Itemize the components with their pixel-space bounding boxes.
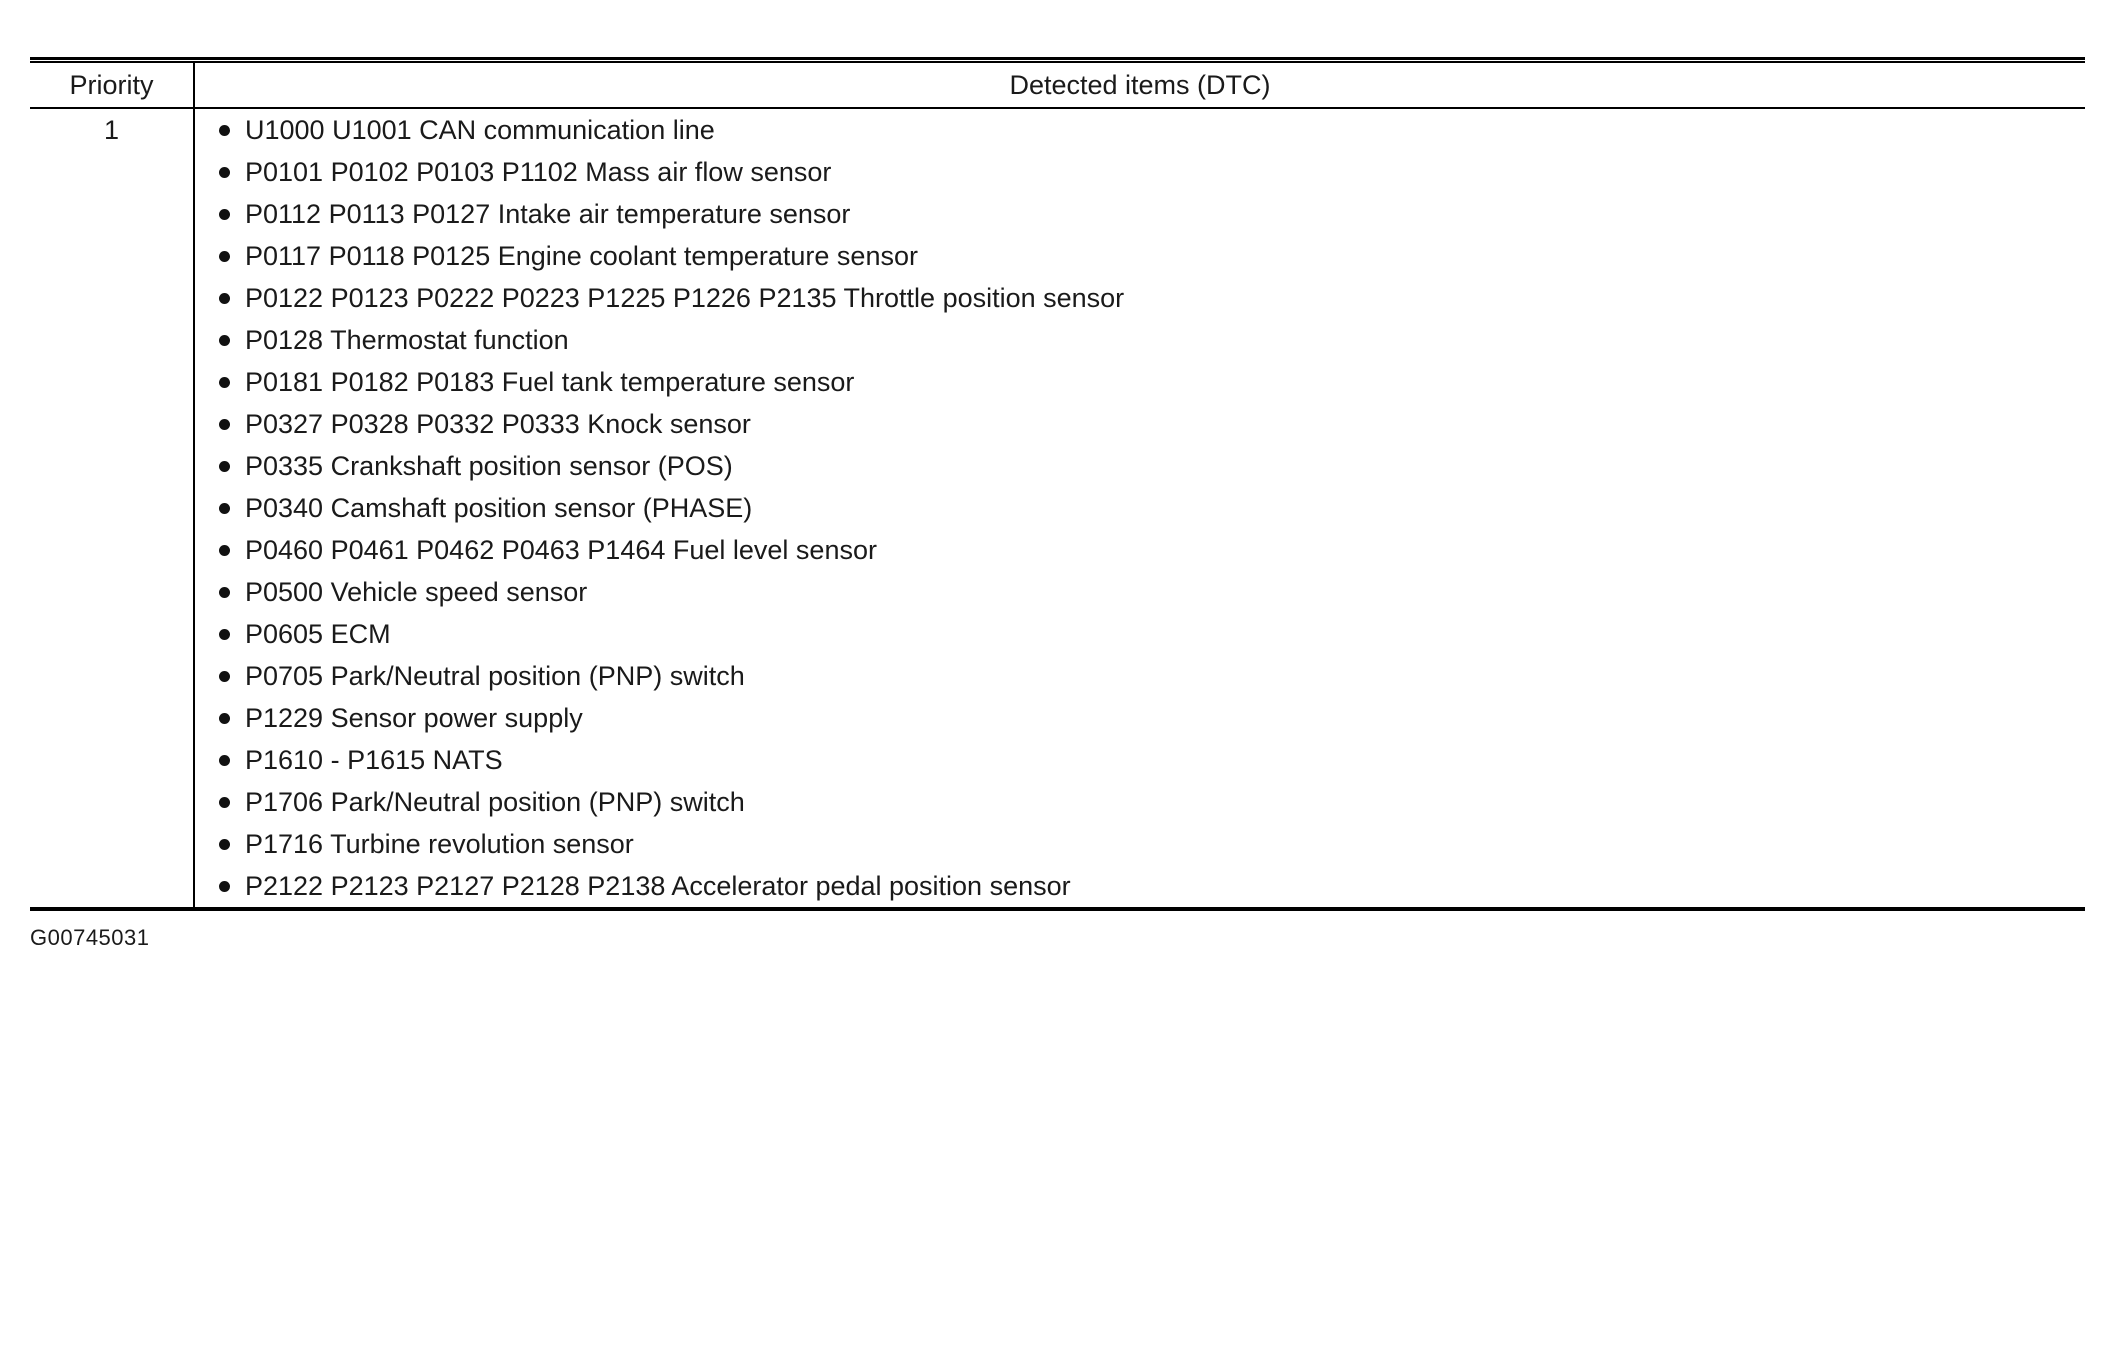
dtc-item-text: U1000 U1001 CAN communication line (245, 114, 715, 145)
dtc-item-text: P0101 P0102 P0103 P1102 Mass air flow sensor (245, 156, 832, 187)
bullet-icon (219, 671, 230, 682)
dtc-list-item (219, 487, 2085, 529)
bullet-icon (219, 713, 230, 724)
dtc-item-text: P0705 Park/Neutral position (PNP) switch (245, 660, 745, 691)
dtc-list-item (219, 655, 2085, 697)
header-detected-items: Detected items (DTC) (1009, 69, 1271, 100)
dtc-item-text: P0128 Thermostat function (245, 324, 569, 355)
dtc-list-item (219, 529, 2085, 571)
dtc-list-item (219, 571, 2085, 613)
dtc-list-item (219, 361, 2085, 403)
bullet-icon (219, 839, 230, 850)
dtc-item-text: P0112 P0113 P0127 Intake air temperature sensor (245, 198, 851, 229)
dtc-list-item (219, 739, 2085, 781)
dtc-item-text: P0340 Camshaft position sensor (PHASE) (245, 492, 753, 523)
dtc-item-text: P0181 P0182 P0183 Fuel tank temperature sensor (245, 366, 855, 397)
bullet-icon (219, 209, 230, 220)
dtc-list-item (219, 193, 2085, 235)
dtc-item-text: P0122 P0123 P0222 P0223 P1225 P1226 P2135 Throttle position sensor (245, 282, 1125, 313)
dtc-list-item (219, 109, 2085, 151)
dtc-list-item (219, 613, 2085, 655)
dtc-list-item (219, 781, 2085, 823)
dtc-list-item (219, 697, 2085, 739)
bullet-icon (219, 461, 230, 472)
dtc-list-item (219, 865, 2085, 907)
dtc-item-text: P1706 Park/Neutral position (PNP) switch (245, 786, 745, 817)
priority-cell: 1 (30, 109, 195, 907)
dtc-list-item (219, 445, 2085, 487)
bullet-icon (219, 629, 230, 640)
bullet-icon (219, 755, 230, 766)
bullet-icon (219, 293, 230, 304)
dtc-list-item (219, 403, 2085, 445)
bullet-icon (219, 251, 230, 262)
dtc-item-text: P2122 P2123 P2127 P2128 P2138 Accelerator pedal position sensor (245, 870, 1071, 901)
dtc-list-item (219, 235, 2085, 277)
bullet-icon (219, 587, 230, 598)
bullet-icon (219, 503, 230, 514)
dtc-list-item (219, 823, 2085, 865)
header-priority: Priority (30, 63, 195, 107)
dtc-item-text: P0500 Vehicle speed sensor (245, 576, 588, 607)
bullet-icon (219, 377, 230, 388)
dtc-list-item (219, 319, 2085, 361)
figure-reference: G00745031 (30, 925, 150, 950)
dtc-item-text: P0335 Crankshaft position sensor (POS) (245, 450, 733, 481)
dtc-item-text: P1716 Turbine revolution sensor (245, 828, 634, 859)
dtc-item-text: P0117 P0118 P0125 Engine coolant temperature sensor (245, 240, 918, 271)
dtc-priority-table (30, 57, 2085, 911)
dtc-item-text: P0460 P0461 P0462 P0463 P1464 Fuel level sensor (245, 534, 877, 565)
bullet-icon (219, 419, 230, 430)
bullet-icon (219, 125, 230, 136)
dtc-item-text: P0605 ECM (245, 618, 391, 649)
dtc-list-item (219, 151, 2085, 193)
dtc-item-text: P0327 P0328 P0332 P0333 Knock sensor (245, 408, 751, 439)
table-header-row (30, 63, 2085, 109)
table-body-row (30, 109, 2085, 907)
bullet-icon (219, 167, 230, 178)
bullet-icon (219, 797, 230, 808)
bullet-icon (219, 545, 230, 556)
bullet-icon (219, 881, 230, 892)
bullet-icon (219, 335, 230, 346)
dtc-list-item (219, 277, 2085, 319)
dtc-item-text: P1229 Sensor power supply (245, 702, 583, 733)
detected-items-cell (195, 109, 2085, 907)
dtc-item-text: P1610 - P1615 NATS (245, 744, 503, 775)
dtc-list (195, 109, 2085, 907)
